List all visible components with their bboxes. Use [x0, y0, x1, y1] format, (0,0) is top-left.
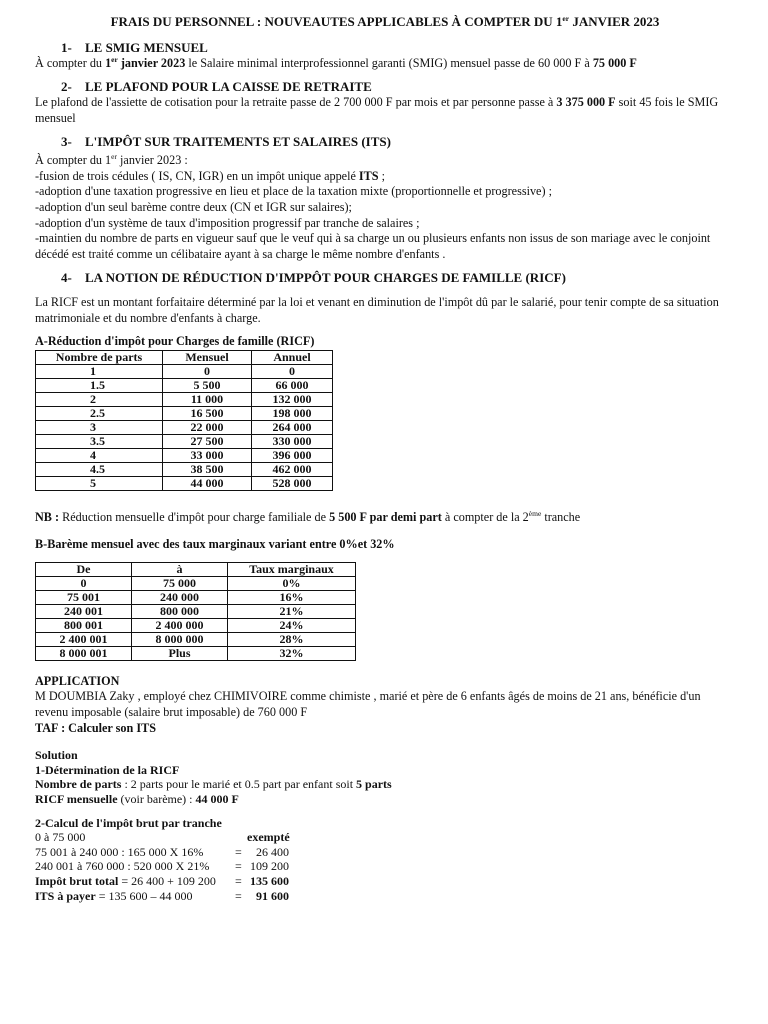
table-cell: 4.5 [36, 462, 163, 476]
table-cell: 28% [228, 632, 356, 646]
table-cell: 33 000 [163, 448, 252, 462]
table-cell: 198 000 [252, 406, 333, 420]
table-header-row [36, 350, 333, 364]
table-cell: 32% [228, 646, 356, 660]
table-cell: 3 [36, 420, 163, 434]
table-row [36, 632, 356, 646]
section-text: Le plafond de l'assiette de cotisation pour la retraite passe de 2 700 000 F par mois et par personne passe à 3 375 000 F soit 45 fois le SMIG mensuel [35, 95, 719, 125]
column-header: à [132, 562, 228, 576]
table-cell: 0 [36, 576, 132, 590]
section-its [35, 134, 735, 263]
table-cell: 16% [228, 590, 356, 604]
nb-note: NB : Réduction mensuelle d'impôt pour charge familiale de 5 500 F par demi part à compter de la 2ème tranche [35, 508, 581, 524]
column-header: Annuel [252, 350, 333, 364]
table-header-row [36, 562, 356, 576]
table-row [36, 406, 333, 420]
ricf-table-title: A-Réduction d'impôt pour Charges de famille (RICF) [35, 334, 315, 349]
column-header: Mensuel [163, 350, 252, 364]
calc-row: 75 001 à 240 000 : 165 000 X 16% = 26 400 [35, 844, 289, 859]
list-item: -fusion de trois cédules ( IS, CN, IGR) en un impôt unique appelé ITS ; [35, 168, 386, 183]
section-heading: 1- LE SMIG MENSUEL [61, 39, 208, 55]
table-cell: 75 000 [132, 576, 228, 590]
section-heading: 4- LA NOTION DE RÉDUCTION D'IMPPÔT POUR CHARGES DE FAMILLE (RICF) [61, 270, 566, 286]
calc-row: 0 à 75 000 exempté [35, 830, 290, 845]
table-cell: 330 000 [252, 434, 333, 448]
table-row [36, 434, 333, 448]
document-title: FRAIS DU PERSONNEL : NOUVEAUTES APPLICABLES À COMPTER DU 1er JANVIER 2023 [110, 14, 660, 29]
table-cell: 27 500 [163, 434, 252, 448]
section-heading: 2- LE PLAFOND POUR LA CAISSE DE RETRAITE [61, 78, 372, 94]
section-text: La RICF est un montant forfaitaire déterminé par la loi et venant en diminution de l'impôt dû par le salarié, pour tenir compte de sa situation matrimoniale et du nombre d'enfants à charge. [35, 294, 719, 325]
solution-subtitle: 2-Calcul de l'impôt brut par tranche [35, 815, 222, 830]
table-cell: 1 [36, 364, 163, 378]
ricf-line: RICF mensuelle (voir barème) : 44 000 F [35, 792, 239, 807]
list-item: -adoption d'une taxation progressive en lieu et place de la taxation mixte (proportionnelle et progressive) ; [35, 184, 552, 199]
table-cell: Plus [132, 646, 228, 660]
table-row [36, 590, 356, 604]
table-row [36, 420, 333, 434]
table-cell: 1.5 [36, 378, 163, 392]
calc-row: ITS à payer = 135 600 – 44 000 = 91 600 [35, 888, 289, 903]
table-row [36, 448, 333, 462]
table-row [36, 618, 356, 632]
calc-row: Impôt brut total = 26 400 + 109 200 = 135 600 [35, 874, 289, 888]
table-cell: 0 [252, 364, 333, 378]
table-cell: 22 000 [163, 420, 252, 434]
section-text: À compter du 1er janvier 2023 le Salaire minimal interprofessionnel garanti (SMIG) mensuel passe de 60 000 F à 75 000 F [35, 55, 637, 71]
parts-line: Nombre de parts : 2 parts pour le marié et 0.5 part par enfant soit 5 parts [35, 777, 392, 792]
column-header: Nombre de parts [36, 350, 163, 364]
table-cell: 4 [36, 448, 163, 462]
section-ricf [35, 270, 735, 326]
bareme-table-title: B-Barème mensuel avec des taux marginaux variant entre 0%et 32% [35, 537, 395, 552]
table-cell: 0% [228, 576, 356, 590]
table-cell: 800 001 [36, 618, 132, 632]
table-cell: 2 [36, 392, 163, 406]
column-header: Taux marginaux [228, 562, 356, 576]
calc-row: 240 001 à 760 000 : 520 000 X 21% = 109 200 [35, 859, 289, 874]
application-text: M DOUMBIA Zaky , employé chez CHIMIVOIRE comme chimiste , marié et père de 6 enfants âgés de moins de 21 ans, bénéficie d'un revenu imposable (salaire brut imposable) de 760 000 F [35, 689, 701, 720]
table-cell: 24% [228, 618, 356, 632]
bareme-table [35, 562, 356, 661]
section-intro: À compter du 1er janvier 2023 : [35, 152, 188, 168]
table-cell: 16 500 [163, 406, 252, 420]
list-item: -adoption d'un système de taux d'imposition progressif par tranche de salaires ; [35, 215, 420, 230]
table-cell: 462 000 [252, 462, 333, 476]
list-item: -adoption d'un seul barème contre deux (CN et IGR sur salaires); [35, 199, 352, 214]
table-cell: 5 500 [163, 378, 252, 392]
list-item: -maintien du nombre de parts en vigueur sauf que le veuf qui à sa charge un ou plusieurs enfants non issus de son mariage avec le conjoint décédé est traité comme un célibataire ayant à sa charge le même nombre d'enfants . [35, 231, 711, 261]
table-cell: 66 000 [252, 378, 333, 392]
table-cell: 3.5 [36, 434, 163, 448]
table-cell: 44 000 [163, 476, 252, 490]
table-cell: 528 000 [252, 476, 333, 490]
table-row [36, 576, 356, 590]
application-title: APPLICATION [35, 673, 120, 688]
table-row [36, 604, 356, 618]
table-row [36, 392, 333, 406]
table-row [36, 646, 356, 660]
table-cell: 240 000 [132, 590, 228, 604]
document-page [35, 14, 735, 903]
table-cell: 11 000 [163, 392, 252, 406]
table-row [36, 378, 333, 392]
table-cell: 5 [36, 476, 163, 490]
table-cell: 75 001 [36, 590, 132, 604]
table-row [36, 476, 333, 490]
solution-title: Solution [35, 748, 78, 763]
table-cell: 240 001 [36, 604, 132, 618]
section-smig [35, 40, 735, 72]
ricf-table [35, 350, 333, 491]
solution-block [35, 748, 735, 903]
table-row [36, 364, 333, 378]
table-cell: 396 000 [252, 448, 333, 462]
application-block [35, 674, 735, 736]
section-heading: 3- L'IMPÔT SUR TRAITEMENTS ET SALAIRES (ITS) [61, 133, 391, 149]
section-plafond-retraite [35, 79, 735, 127]
table-cell: 2 400 001 [36, 632, 132, 646]
table-cell: 8 000 000 [132, 632, 228, 646]
table-cell: 21% [228, 604, 356, 618]
table-row [36, 462, 333, 476]
table-cell: 0 [163, 364, 252, 378]
table-cell: 264 000 [252, 420, 333, 434]
solution-subtitle: 1-Détermination de la RICF [35, 762, 180, 777]
table-cell: 800 000 [132, 604, 228, 618]
table-cell: 2.5 [36, 406, 163, 420]
table-cell: 8 000 001 [36, 646, 132, 660]
table-cell: 132 000 [252, 392, 333, 406]
table-cell: 38 500 [163, 462, 252, 476]
column-header: De [36, 562, 132, 576]
application-task: TAF : Calculer son ITS [35, 720, 156, 735]
table-cell: 2 400 000 [132, 618, 228, 632]
